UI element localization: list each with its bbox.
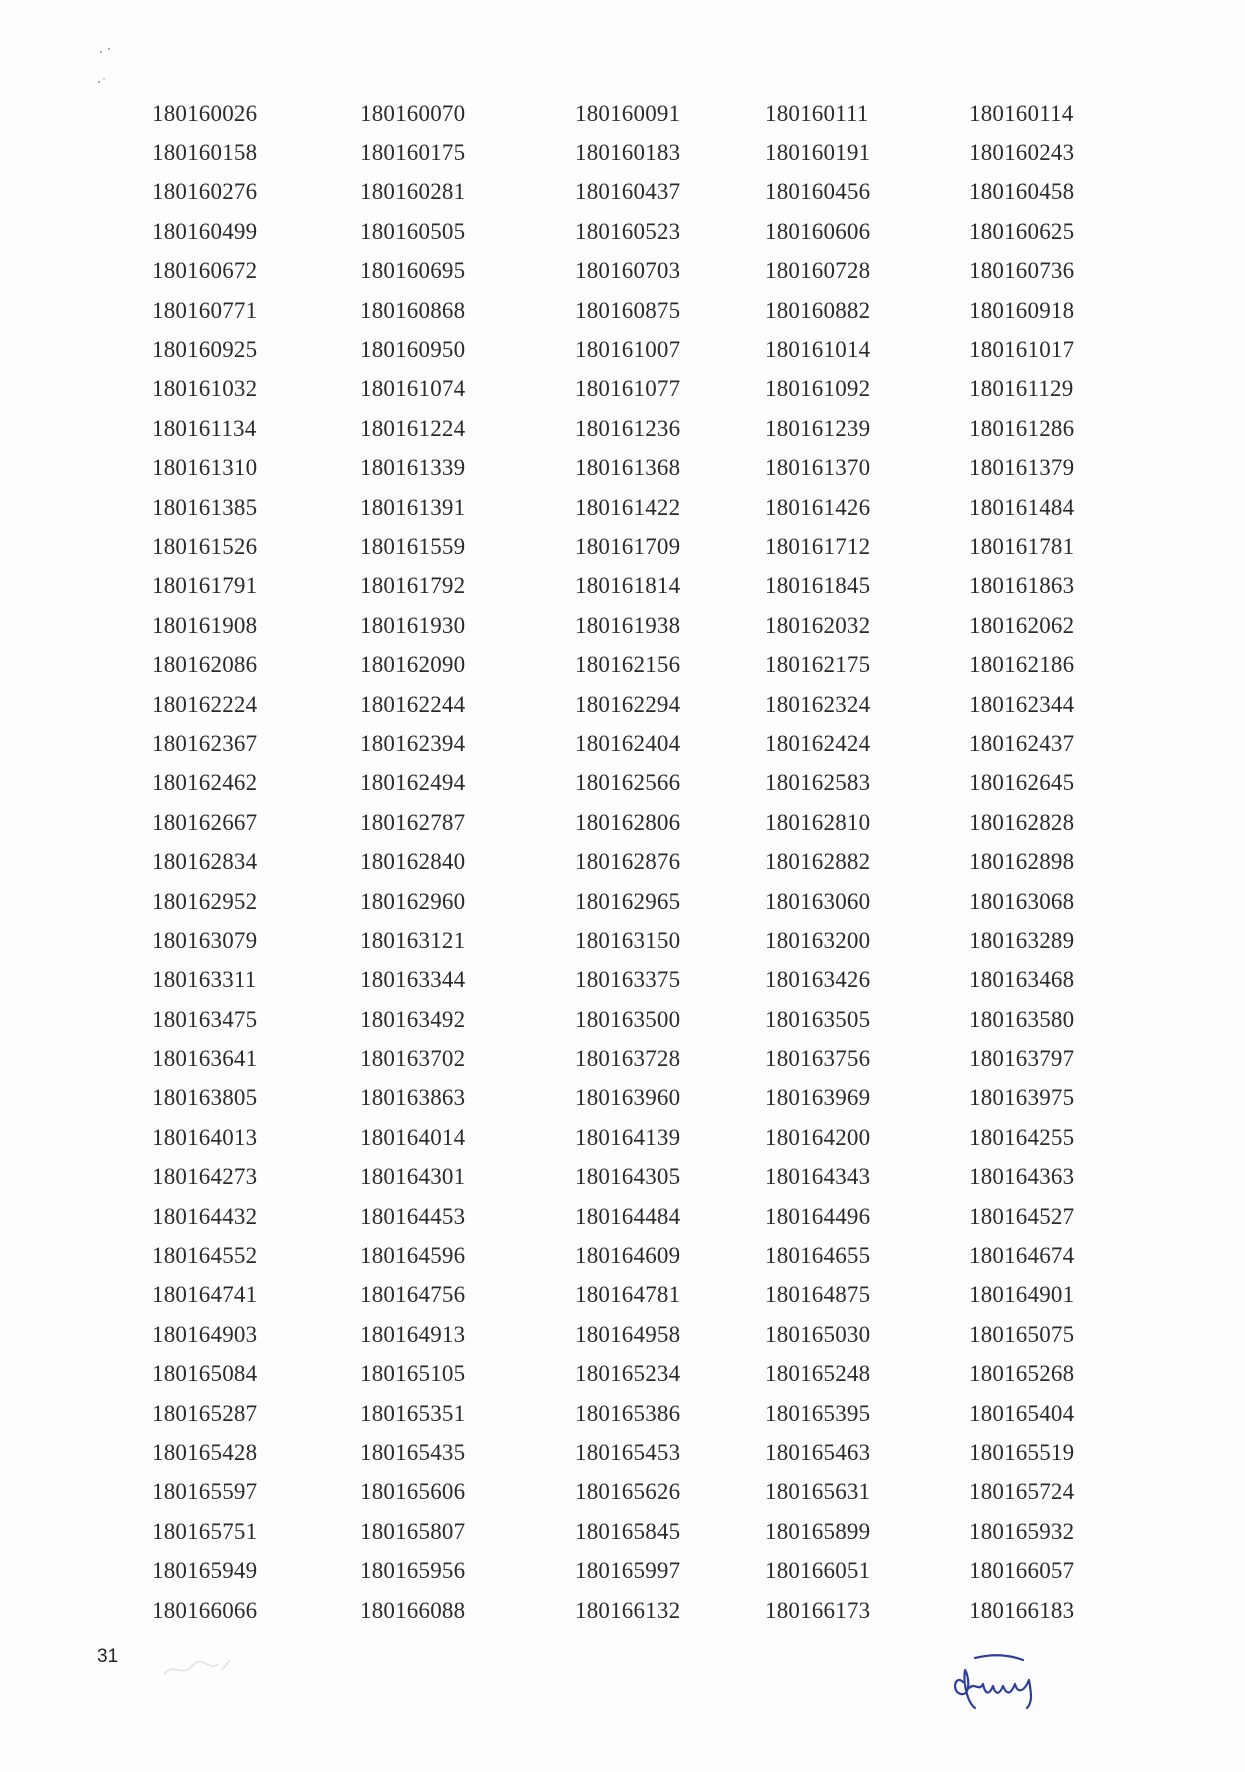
roll-number-cell: 180161092 <box>765 376 871 402</box>
table-row <box>152 567 1079 606</box>
roll-number-cell: 180162462 <box>152 770 258 796</box>
table-row <box>152 1000 1079 1039</box>
roll-number-cell: 180160918 <box>969 297 1075 323</box>
roll-number-cell: 180161484 <box>969 494 1075 520</box>
roll-number-cell: 180162394 <box>360 730 466 756</box>
roll-number-cell: 180160114 <box>969 100 1074 126</box>
roll-number-cell: 180160158 <box>152 140 258 166</box>
roll-number-cell: 180165248 <box>765 1361 871 1387</box>
roll-number-cell: 180162840 <box>360 849 466 875</box>
roll-number-cell: 180164273 <box>152 1164 258 1190</box>
roll-number-cell: 180164432 <box>152 1203 258 1229</box>
roll-number-cell: 180161422 <box>575 494 681 520</box>
roll-number-cell: 180166132 <box>575 1597 681 1623</box>
roll-number-cell: 180165724 <box>969 1479 1075 1505</box>
roll-number-cell: 180164305 <box>575 1164 681 1190</box>
roll-number-cell: 180164756 <box>360 1282 466 1308</box>
roll-number-cell: 180160437 <box>575 179 681 205</box>
table-row <box>152 606 1079 645</box>
roll-number-cell: 180163756 <box>765 1046 871 1072</box>
roll-number-cell: 180164781 <box>575 1282 681 1308</box>
roll-number-cell: 180165606 <box>360 1479 466 1505</box>
roll-number-cell: 180160882 <box>765 297 871 323</box>
roll-number-cell: 180160111 <box>765 100 869 126</box>
roll-number-cell: 180162965 <box>575 888 681 914</box>
roll-number-cell: 180160523 <box>575 218 681 244</box>
table-row <box>152 527 1079 566</box>
roll-number-cell: 180164496 <box>765 1203 871 1229</box>
faint-scribble-mark <box>160 1652 250 1682</box>
roll-number-cell: 180162324 <box>765 691 871 717</box>
roll-number-cell: 180165428 <box>152 1439 258 1465</box>
roll-number-cell: 180164200 <box>765 1124 871 1150</box>
roll-number-table-body <box>152 94 1079 1630</box>
table-row <box>152 1433 1079 1472</box>
roll-number-cell: 180162583 <box>765 770 871 796</box>
roll-number-cell: 180166057 <box>969 1558 1075 1584</box>
roll-number-cell: 180161908 <box>152 612 258 638</box>
signature-mark <box>945 1652 1045 1714</box>
table-row <box>152 1512 1079 1551</box>
roll-number-cell: 180163200 <box>765 927 871 953</box>
roll-number-cell: 180164913 <box>360 1321 466 1347</box>
roll-number-cell: 180163805 <box>152 1085 258 1111</box>
roll-number-cell: 180160728 <box>765 258 871 284</box>
roll-number-cell: 180164527 <box>969 1203 1075 1229</box>
roll-number-cell: 180160672 <box>152 258 258 284</box>
roll-number-cell: 180161129 <box>969 376 1074 402</box>
roll-number-cell: 180161310 <box>152 455 258 481</box>
roll-number-cell: 180165268 <box>969 1361 1075 1387</box>
roll-number-cell: 180162367 <box>152 730 258 756</box>
roll-number-cell: 180162062 <box>969 612 1075 638</box>
roll-number-cell: 180165075 <box>969 1321 1075 1347</box>
roll-number-cell: 180165845 <box>575 1518 681 1544</box>
roll-number-cell: 180163060 <box>765 888 871 914</box>
roll-number-cell: 180160175 <box>360 140 466 166</box>
table-row <box>152 1315 1079 1354</box>
table-row <box>152 133 1079 172</box>
roll-number-cell: 180164674 <box>969 1243 1075 1269</box>
roll-number-cell: 180161559 <box>360 533 466 559</box>
table-row <box>152 803 1079 842</box>
roll-number-cell: 180160191 <box>765 140 871 166</box>
roll-number-cell: 180163505 <box>765 1006 871 1032</box>
roll-number-cell: 180162810 <box>765 809 871 835</box>
roll-number-cell: 180162828 <box>969 809 1075 835</box>
roll-number-cell: 180165751 <box>152 1518 258 1544</box>
roll-number-cell: 180165626 <box>575 1479 681 1505</box>
roll-number-cell: 180162244 <box>360 691 466 717</box>
table-row <box>152 1236 1079 1275</box>
roll-number-cell: 180165105 <box>360 1361 466 1387</box>
roll-number-cell: 180164484 <box>575 1203 681 1229</box>
table-row <box>152 921 1079 960</box>
roll-number-cell: 180163475 <box>152 1006 258 1032</box>
roll-number-cell: 180164453 <box>360 1203 466 1229</box>
roll-number-cell: 180161526 <box>152 533 258 559</box>
table-row <box>152 94 1079 133</box>
roll-number-cell: 180163797 <box>969 1046 1075 1072</box>
roll-number-cell: 180163960 <box>575 1085 681 1111</box>
table-row <box>152 1039 1079 1078</box>
roll-number-cell: 180161017 <box>969 337 1075 363</box>
roll-number-cell: 180163344 <box>360 967 466 993</box>
roll-number-cell: 180165351 <box>360 1400 466 1426</box>
roll-number-cell: 180161385 <box>152 494 258 520</box>
page-number: 31 <box>97 1646 119 1667</box>
roll-number-cell: 180163641 <box>152 1046 258 1072</box>
roll-number-cell: 180165234 <box>575 1361 681 1387</box>
roll-number-cell: 180165435 <box>360 1439 466 1465</box>
roll-number-cell: 180164552 <box>152 1243 258 1269</box>
roll-number-cell: 180163580 <box>969 1006 1075 1032</box>
table-row <box>152 212 1079 251</box>
roll-number-cell: 180162156 <box>575 652 681 678</box>
table-row <box>152 409 1079 448</box>
roll-number-cell: 180162086 <box>152 652 258 678</box>
table-row <box>152 1079 1079 1118</box>
roll-number-cell: 180163150 <box>575 927 681 953</box>
table-row <box>152 842 1079 881</box>
roll-number-cell: 180163468 <box>969 967 1075 993</box>
roll-number-cell: 180163492 <box>360 1006 466 1032</box>
roll-number-cell: 180164255 <box>969 1124 1075 1150</box>
roll-number-cell: 180160070 <box>360 100 466 126</box>
roll-number-cell: 180165030 <box>765 1321 871 1347</box>
roll-number-cell: 180165453 <box>575 1439 681 1465</box>
roll-number-cell: 180166183 <box>969 1597 1075 1623</box>
table-row <box>152 882 1079 921</box>
roll-number-cell: 180164343 <box>765 1164 871 1190</box>
roll-number-cell: 180161930 <box>360 612 466 638</box>
roll-number-cell: 180160925 <box>152 337 258 363</box>
table-row <box>152 1473 1079 1512</box>
roll-number-cell: 180162494 <box>360 770 466 796</box>
roll-number-cell: 180165463 <box>765 1439 871 1465</box>
roll-number-cell: 180163121 <box>360 927 466 953</box>
roll-number-cell: 180164655 <box>765 1243 871 1269</box>
table-row <box>152 1276 1079 1315</box>
roll-number-cell: 180164013 <box>152 1124 258 1150</box>
roll-number-cell: 180161814 <box>575 573 681 599</box>
roll-number-cell: 180165084 <box>152 1361 258 1387</box>
roll-number-cell: 180162186 <box>969 652 1075 678</box>
roll-number-cell: 180162424 <box>765 730 871 756</box>
roll-number-cell: 180162960 <box>360 888 466 914</box>
roll-number-cell: 180162898 <box>969 849 1075 875</box>
roll-number-cell: 180161709 <box>575 533 681 559</box>
roll-number-cell: 180162090 <box>360 652 466 678</box>
roll-number-cell: 180160606 <box>765 218 871 244</box>
roll-number-cell: 180161339 <box>360 455 466 481</box>
roll-number-cell: 180160026 <box>152 100 258 126</box>
roll-number-cell: 180162645 <box>969 770 1075 796</box>
roll-number-cell: 180163079 <box>152 927 258 953</box>
roll-number-cell: 180164014 <box>360 1124 466 1150</box>
roll-number-cell: 180162175 <box>765 652 871 678</box>
roll-number-cell: 180165519 <box>969 1439 1075 1465</box>
roll-number-cell: 180164903 <box>152 1321 258 1347</box>
roll-number-cell: 180161368 <box>575 455 681 481</box>
roll-number-cell: 180165949 <box>152 1558 258 1584</box>
roll-number-cell: 180160458 <box>969 179 1075 205</box>
table-row <box>152 330 1079 369</box>
table-row <box>152 645 1079 684</box>
roll-number-cell: 180165287 <box>152 1400 258 1426</box>
roll-number-cell: 180164741 <box>152 1282 258 1308</box>
table-row <box>152 252 1079 291</box>
roll-number-cell: 180161426 <box>765 494 871 520</box>
roll-number-cell: 180161370 <box>765 455 871 481</box>
roll-number-cell: 180160868 <box>360 297 466 323</box>
table-row <box>152 1158 1079 1197</box>
roll-number-cell: 180161791 <box>152 573 258 599</box>
table-row <box>152 724 1079 763</box>
table-row <box>152 1591 1079 1630</box>
roll-number-cell: 180162404 <box>575 730 681 756</box>
roll-number-cell: 180166173 <box>765 1597 871 1623</box>
roll-number-cell: 180160875 <box>575 297 681 323</box>
roll-number-cell: 180163728 <box>575 1046 681 1072</box>
table-row <box>152 1197 1079 1236</box>
roll-number-cell: 180163426 <box>765 967 871 993</box>
table-row <box>152 173 1079 212</box>
roll-number-cell: 180165997 <box>575 1558 681 1584</box>
roll-number-cell: 180161792 <box>360 573 466 599</box>
roll-number-cell: 180161863 <box>969 573 1075 599</box>
roll-number-cell: 180160243 <box>969 140 1075 166</box>
roll-number-cell: 180166066 <box>152 1597 258 1623</box>
roll-number-cell: 180161007 <box>575 337 681 363</box>
roll-number-cell: 180162667 <box>152 809 258 835</box>
table-row <box>152 685 1079 724</box>
scan-specks <box>95 40 135 100</box>
roll-number-cell: 180162566 <box>575 770 681 796</box>
table-row <box>152 1118 1079 1157</box>
roll-number-cell: 180161224 <box>360 415 466 441</box>
roll-number-cell: 180165956 <box>360 1558 466 1584</box>
roll-number-cell: 180164901 <box>969 1282 1075 1308</box>
table-row <box>152 1355 1079 1394</box>
roll-number-cell: 180161379 <box>969 455 1075 481</box>
roll-number-cell: 180161236 <box>575 415 681 441</box>
roll-number-cell: 180164609 <box>575 1243 681 1269</box>
roll-number-cell: 180160456 <box>765 179 871 205</box>
roll-number-cell: 180164363 <box>969 1164 1075 1190</box>
roll-number-cell: 180162032 <box>765 612 871 638</box>
roll-number-cell: 180166088 <box>360 1597 466 1623</box>
roll-number-cell: 180163969 <box>765 1085 871 1111</box>
roll-number-cell: 180163311 <box>152 967 257 993</box>
roll-number-cell: 180161074 <box>360 376 466 402</box>
roll-number-cell: 180165597 <box>152 1479 258 1505</box>
roll-number-cell: 180163863 <box>360 1085 466 1111</box>
roll-number-cell: 180165395 <box>765 1400 871 1426</box>
table-row <box>152 488 1079 527</box>
roll-number-cell: 180161134 <box>152 415 257 441</box>
roll-number-cell: 180163500 <box>575 1006 681 1032</box>
roll-number-cell: 180162294 <box>575 691 681 717</box>
roll-number-cell: 180162882 <box>765 849 871 875</box>
table-row <box>152 370 1079 409</box>
roll-number-cell: 180160276 <box>152 179 258 205</box>
roll-number-cell: 180163375 <box>575 967 681 993</box>
roll-number-cell: 180161014 <box>765 337 871 363</box>
roll-number-cell: 180163068 <box>969 888 1075 914</box>
roll-number-cell: 180160091 <box>575 100 681 126</box>
roll-number-cell: 180162952 <box>152 888 258 914</box>
table-row <box>152 291 1079 330</box>
roll-number-cell: 180164301 <box>360 1164 466 1190</box>
roll-number-cell: 180165631 <box>765 1479 871 1505</box>
roll-number-cell: 180163702 <box>360 1046 466 1072</box>
roll-number-cell: 180164958 <box>575 1321 681 1347</box>
roll-number-cell: 180164875 <box>765 1282 871 1308</box>
roll-number-cell: 180161845 <box>765 573 871 599</box>
roll-number-cell: 180162806 <box>575 809 681 835</box>
roll-number-cell: 180163975 <box>969 1085 1075 1111</box>
roll-number-cell: 180165386 <box>575 1400 681 1426</box>
roll-number-cell: 180161938 <box>575 612 681 638</box>
roll-number-cell: 180166051 <box>765 1558 871 1584</box>
roll-number-cell: 180162344 <box>969 691 1075 717</box>
table-row <box>152 764 1079 803</box>
roll-number-cell: 180160625 <box>969 218 1075 244</box>
roll-number-cell: 180161712 <box>765 533 871 559</box>
roll-number-cell: 180160499 <box>152 218 258 244</box>
roll-number-cell: 180162876 <box>575 849 681 875</box>
roll-number-cell: 180161286 <box>969 415 1075 441</box>
roll-number-cell: 180160695 <box>360 258 466 284</box>
roll-number-cell: 180162787 <box>360 809 466 835</box>
table-row <box>152 1551 1079 1590</box>
table-row <box>152 961 1079 1000</box>
table-row <box>152 449 1079 488</box>
roll-number-cell: 180165932 <box>969 1518 1075 1544</box>
roll-number-cell: 180160183 <box>575 140 681 166</box>
roll-number-cell: 180162437 <box>969 730 1075 756</box>
roll-number-cell: 180161391 <box>360 494 466 520</box>
roll-number-cell: 180160950 <box>360 337 466 363</box>
roll-number-cell: 180161032 <box>152 376 258 402</box>
roll-number-cell: 180162834 <box>152 849 258 875</box>
roll-number-cell: 180163289 <box>969 927 1075 953</box>
roll-number-cell: 180164139 <box>575 1124 681 1150</box>
roll-number-cell: 180160703 <box>575 258 681 284</box>
roll-number-cell: 180160771 <box>152 297 258 323</box>
roll-number-cell: 180161077 <box>575 376 681 402</box>
roll-number-cell: 180165404 <box>969 1400 1075 1426</box>
roll-number-cell: 180160736 <box>969 258 1075 284</box>
roll-number-cell: 180161781 <box>969 533 1075 559</box>
table-row <box>152 1394 1079 1433</box>
roll-number-cell: 180165807 <box>360 1518 466 1544</box>
roll-number-cell: 180161239 <box>765 415 871 441</box>
roll-number-cell: 180162224 <box>152 691 258 717</box>
roll-number-cell: 180165899 <box>765 1518 871 1544</box>
roll-number-cell: 180160281 <box>360 179 466 205</box>
roll-number-cell: 180164596 <box>360 1243 466 1269</box>
roll-number-cell: 180160505 <box>360 218 466 244</box>
roll-number-table <box>152 94 1079 1630</box>
